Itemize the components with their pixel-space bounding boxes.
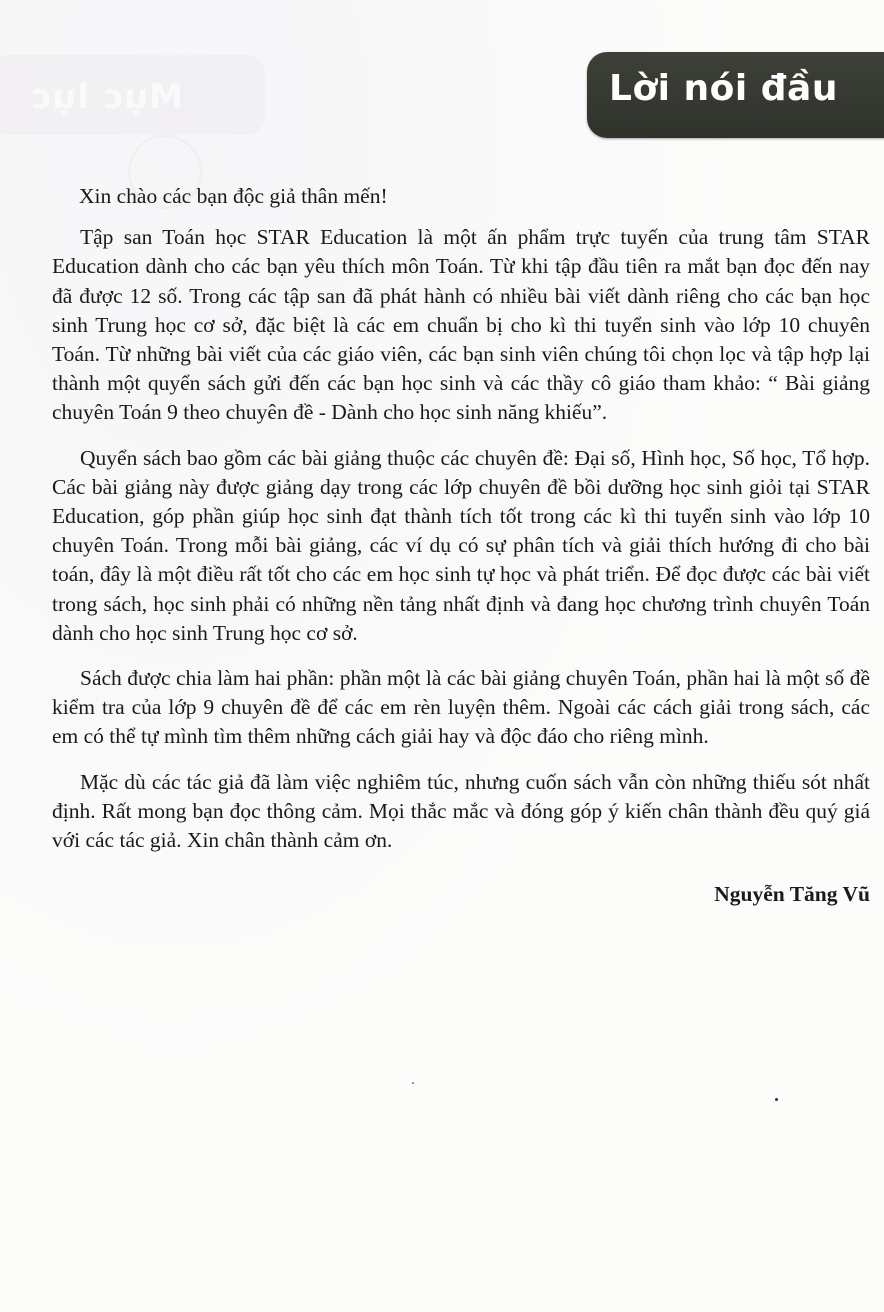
show-through-tab <box>0 55 265 135</box>
paper-speck <box>775 1098 778 1101</box>
paragraph-2: Quyển sách bao gồm các bài giảng thuộc các chuyên đề: Đại số, Hình học, Số học, Tổ hợp. Các bài giảng này được giảng dạy trong các lớp chuyên đề bồi dưỡng học sinh giỏi tại STAR Education, góp phần giúp học sinh đạt thành tích tốt trong các kì thi tuyển sinh vào lớp 10 chuyên Toán. Trong mỗi bài giảng, các ví dụ có sự phân tích và giải thích hướng đi cho bài toán, đây là một điều rất tốt cho các em học sinh tự học và phát triển. Để đọc được các bài viết trong sách, học sinh phải có những nền tảng nhất định và đang học chương trình chuyên Toán dành cho học sinh Trung học cơ sở. <box>52 445 870 645</box>
show-through-tab-text: Mục lục <box>30 77 184 117</box>
greeting: Xin chào các bạn độc giả thân mến! <box>79 184 388 208</box>
preface-body <box>52 182 870 909</box>
paragraph-4: Mặc dù các tác giả đã làm việc nghiêm túc, nhưng cuốn sách vẫn còn những thiếu sót nhất định. Rất mong bạn đọc thông cảm. Mọi thắc mắc và đóng góp ý kiến chân thành đều quý giá với các tác giả. Xin chân thành cảm ơn. <box>52 769 870 853</box>
author-signature: Nguyễn Tăng Vũ <box>714 882 870 907</box>
paper-speck <box>412 1082 414 1084</box>
section-header-tab <box>587 52 884 138</box>
page-title: Lời nói đầu <box>609 68 838 109</box>
paragraph-3: Sách được chia làm hai phần: phần một là các bài giảng chuyên Toán, phần hai là một số đề kiểm tra của lớp 9 chuyên đề để các em rèn luyện thêm. Ngoài các cách giải trong sách, các em có thể tự mình tìm thêm những cách giải hay và độc đáo cho riêng mình. <box>52 666 870 749</box>
paragraph-1: Tập san Toán học STAR Education là một ấn phẩm trực tuyến của trung tâm STAR Education dành cho các bạn yêu thích môn Toán. Từ khi tập đầu tiên ra mắt bạn đọc đến nay đã được 12 số. Trong các tập san đã phát hành có nhiều bài viết dành riêng cho các bạn học sinh Trung học cơ sở, đặc biệt là các em chuẩn bị cho kì thi tuyển sinh vào lớp 10 chuyên Toán. Từ những bài viết của các giáo viên, các bạn sinh viên chúng tôi chọn lọc và tập hợp lại thành một quyển sách gửi đến các bạn học sinh và các thầy cô giáo tham khảo: “ Bài giảng chuyên Toán 9 theo chuyên đề - Dành cho học sinh năng khiếu”. <box>52 225 870 425</box>
